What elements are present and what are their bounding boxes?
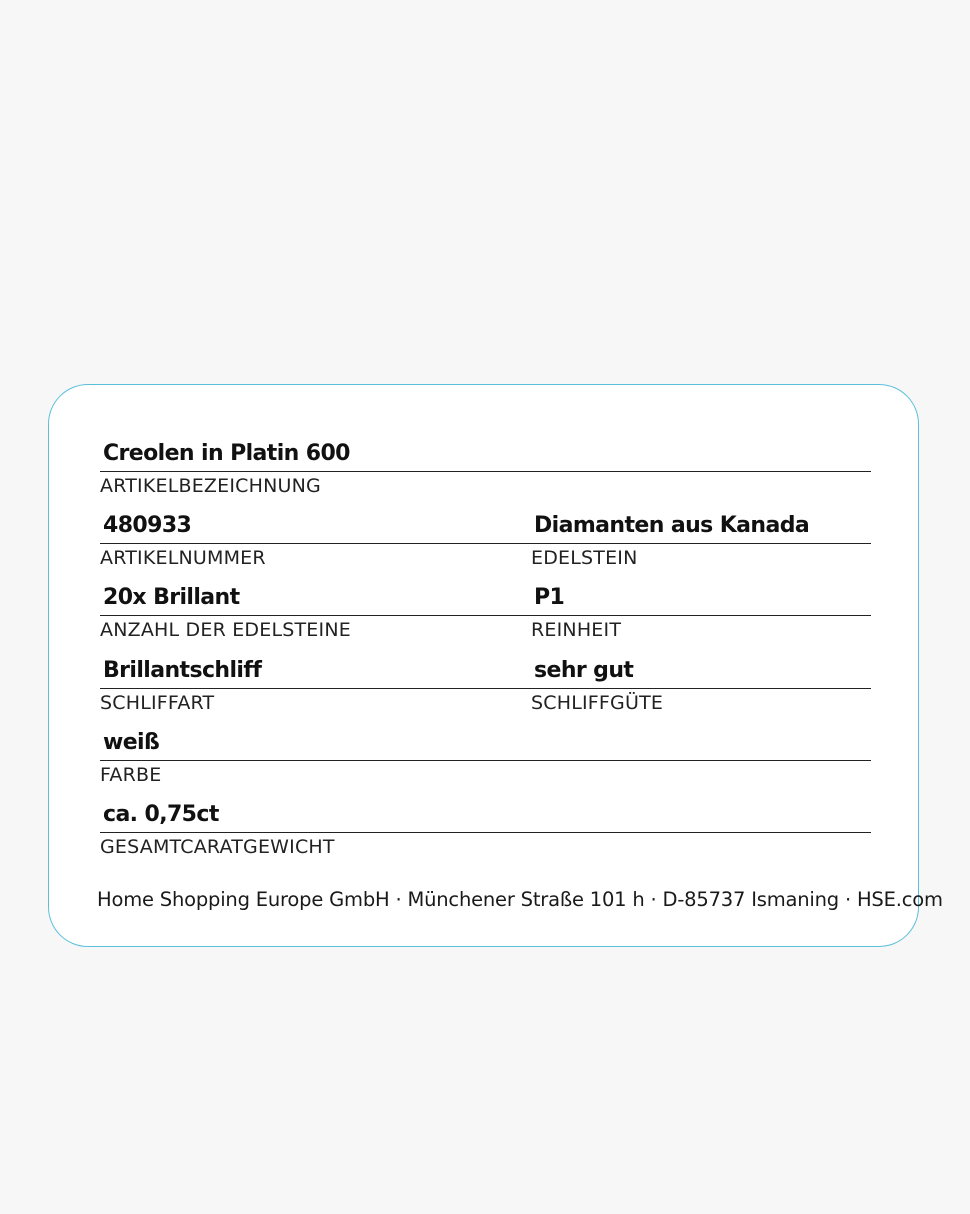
field-article-name: [100, 437, 871, 497]
field-clarity: [531, 581, 871, 641]
gemstone-value: Diamanten aus Kanada: [531, 509, 871, 544]
stone-count-label: ANZAHL DER EDELSTEINE: [100, 619, 351, 641]
cut-type-value: Brillantschliff: [100, 654, 531, 689]
total-carat-value: ca. 0,75ct: [100, 798, 871, 833]
color-value: weiß: [100, 726, 871, 761]
color-label: FARBE: [100, 764, 162, 786]
cut-grade-value: sehr gut: [531, 654, 871, 689]
stone-count-value: 20x Brillant: [100, 581, 531, 616]
field-gemstone: [531, 509, 871, 569]
clarity-label: REINHEIT: [531, 619, 622, 641]
field-color: [100, 726, 871, 786]
field-stone-count: [100, 581, 531, 641]
certificate-card: [48, 384, 943, 947]
total-carat-label: GESAMTCARATGEWICHT: [100, 836, 335, 858]
field-total-carat: [100, 798, 871, 858]
article-number-value: 480933: [100, 509, 531, 544]
field-article-number: [100, 509, 531, 569]
clarity-value: P1: [531, 581, 871, 616]
field-cut-type: [100, 654, 531, 714]
company-footer: Home Shopping Europe GmbH · Münchener Straße 101 h · D-85737 Ismaning · HSE.com: [97, 888, 943, 911]
article-name-value: Creolen in Platin 600: [100, 437, 871, 472]
cut-grade-label: SCHLIFFGÜTE: [531, 692, 664, 714]
field-cut-grade: [531, 654, 871, 714]
gemstone-label: EDELSTEIN: [531, 547, 638, 569]
cut-type-label: SCHLIFFART: [100, 692, 215, 714]
article-name-label: ARTIKELBEZEICHNUNG: [100, 475, 321, 497]
article-number-label: ARTIKELNUMMER: [100, 547, 266, 569]
